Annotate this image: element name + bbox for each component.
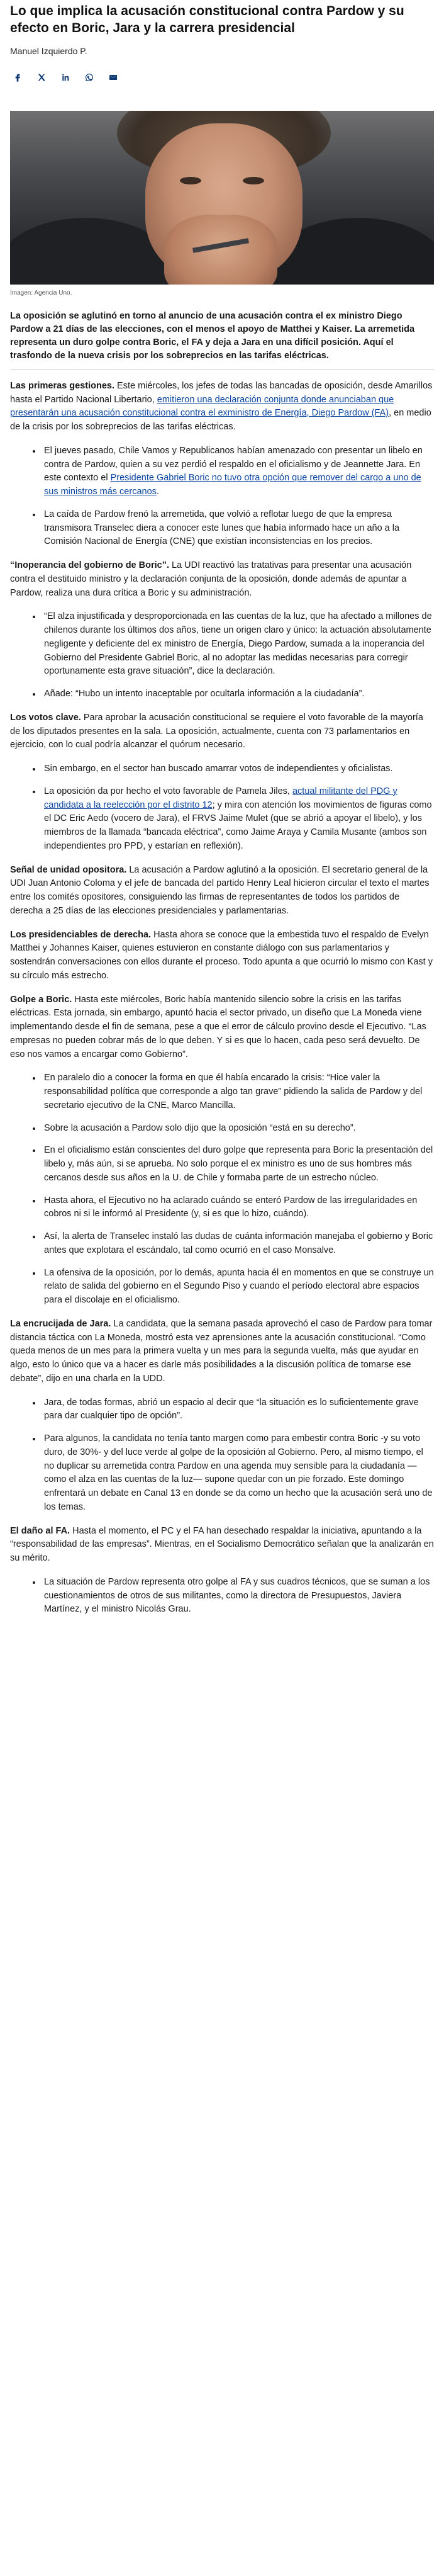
facebook-icon[interactable] bbox=[10, 70, 25, 85]
image-caption: Imagen: Agencia Uno. bbox=[10, 290, 72, 297]
list-item: La oposición da por hecho el voto favorable de Pamela Jiles, actual militante del PDG y candidata a la reelección por el distrito 12; y mira con atención los movimientos de figuras como el DC Eric Aedo (vocero de Jara), el FRVS Jaime Mulet (que se abrió a apoyar el libelo), y los miembros de la llamada “bancada eléctrica”, como Jaime Araya y Camila Musante (ambos son independientes pro PPD, y estarían en reflexión). bbox=[33, 785, 434, 854]
section-encrucijada-jara: La encrucijada de Jara. La candidata, que la semana pasada aprovechó el caso de Pardow para tomar distancia táctica con La Moneda, mostró esta vez aprensiones ante la acusación constitucional. “Como queda menos de un mes para la primera vuelta y un mes para la segunda vuelta, más que ayudar en algo, esto lo único que va a hacer es darle más posibilidades a la discusión política de tomarse ese debate”, dijo en una charla en la UDD. bbox=[10, 1318, 433, 1384]
declaration-link[interactable]: emitieron una declaración conjunta donde anunciaban que presentarán una acusación constitucional contra el exministro de Energía, Diego Pardow (FA) bbox=[10, 394, 394, 419]
linkedin-icon[interactable] bbox=[58, 70, 73, 85]
lead-divider bbox=[10, 369, 434, 370]
list-item: Para algunos, la candidata no tenía tanto margen como para embestir contra Boric -y su voto duro, de 30%- y del luce verde al golpe de la oposición al Gobierno. Pero, al mismo tiempo, el no duplicar su arremetida contra Pardow en una agenda muy sensible para la ciudadanía —como el alza en las cuentas de la luz— supone quedar con un pie forzado. Este domingo enfrentará un debate en Canal 13 en donde se da como un hecho que la acusación será uno de los temas. bbox=[33, 1432, 434, 1515]
section-heading: Los presidenciables de derecha. bbox=[10, 929, 152, 940]
list-item: Sin embargo, en el sector han buscado amarrar votos de independientes y oficialistas. bbox=[33, 762, 434, 776]
section-votos-clave: Los votos clave. Para aprobar la acusación constitucional se requiere el voto favorable de la mayoría de los diputados presentes en la sala. La oposición, actualmente, cuenta con 73 parlamentarios en ejercicio, con lo cual podría alcanzar el quórum necesario. bbox=[10, 712, 423, 750]
section-heading: Los votos clave. bbox=[10, 712, 81, 723]
list-item: La ofensiva de la oposición, por lo demás, apunta hacia él en momentos en que se construye un relato de salida del gobierno en el Segundo Piso y cuando el período electoral abre espacios para el discolaje en el oficialismo. bbox=[33, 1267, 434, 1308]
list-item: Hasta ahora, el Ejecutivo no ha aclarado cuándo se enteró Pardow de las irregularidades en cobros ni si le informó al Presidente (y, si es que lo hizo, cuándo). bbox=[33, 1194, 434, 1222]
section-unidad-opositora: Señal de unidad opositora. La acusación a Pardow aglutinó a la oposición. El secretario general de la UDI Juan Antonio Coloma y el jefe de bancada del partido Henry Leal hicieron circular el texto el martes entre los comités opositores, consiguiendo las firmas de representantes de todos los partidos de derecha a 25 días de las elecciones presidenciales y parlamentarias. bbox=[10, 864, 430, 916]
boric-removal-link[interactable]: Presidente Gabriel Boric no tuvo otra opción que remover del cargo a uno de sus ministros más cercanos bbox=[44, 473, 421, 497]
section-votos-clave-bullets bbox=[10, 762, 434, 854]
section-dano-fa: El daño al FA. Hasta el momento, el PC y el FA han desechado respaldar la iniciativa, apuntando a la “responsabilidad de las empresas”. Mientras, en el Socialismo Democrático señalan que la analizarán en su mérito. bbox=[10, 1525, 434, 1564]
jiles-link[interactable]: actual militante del PDG y candidata a la reelección por el distrito 12 bbox=[44, 786, 397, 810]
section-heading: La encrucijada de Jara. bbox=[10, 1318, 111, 1329]
list-item: Sobre la acusación a Pardow solo dijo que la oposición “está en su derecho”. bbox=[33, 1122, 434, 1136]
section-golpe-boric-bullets bbox=[10, 1071, 434, 1308]
section-encrucijada-jara-bullets bbox=[10, 1396, 434, 1515]
x-icon[interactable] bbox=[34, 70, 49, 85]
section-golpe-boric: Golpe a Boric. Hasta este miércoles, Boric había mantenido silencio sobre la crisis en las tarifas eléctricas. Esta jornada, sin embargo, apuntó hacia el sector privado, un diseño que La Moneda viene implementando desde el fin de semana, pese a que el error de cálculo provino desde el Ejecutivo. “Las empresas no pueden cobrar más de lo que deben. Y si es que lo hacen, cada peso será devuelto. De eso nos vamos a encargar como Gobierno”. bbox=[10, 994, 426, 1059]
photo-hand bbox=[164, 215, 277, 285]
section-primeras-gestiones: Las primeras gestiones. Este miércoles, los jefes de todas las bancadas de oposición, desde Amarillos hasta el Partido Nacional Libertario, emitieron una declaración conjunta donde anunciaban que presentarán una acusación constitucional contra el exministro de Energía, Diego Pardow (FA), en medio de la crisis por los sobreprecios de las tarifas eléctricas. bbox=[10, 380, 433, 432]
section-primeras-gestiones-bullets bbox=[10, 444, 434, 549]
section-heading: Las primeras gestiones. bbox=[10, 380, 115, 391]
section-inoperancia: “Inoperancia del gobierno de Boric”. La UDI reactivó las tratativas para presentar una acusación contra el destituido ministro y la declaración conjunta de la oposición, donde además de apuntar a Pardow, realiza una dura crítica a Boric y su administración. bbox=[10, 560, 412, 598]
author-name: Manuel Izquierdo P. bbox=[10, 45, 87, 56]
list-item: La situación de Pardow representa otro golpe al FA y sus cuadros técnicos, que se suman a los cuestionamientos de otros de sus militantes, como la directora de Presupuestos, Javiera Martínez, y el ministro Nicolás Grau. bbox=[33, 1576, 434, 1617]
list-item: “El alza injustificada y desproporcionada en las cuentas de la luz, que ha afectado a millones de chilenos durante los últimos dos años, tiene un origen claro y único: la actuación absolutamente negligente y deficiente del ex ministro de Energía, Diego Pardow, sumada a la inoperancia del Gobierno del Presidente Gabriel Boric, al no adoptar las medidas necesarias para corregir oportunamente esta grave situación”, dice la declaración. bbox=[33, 610, 434, 679]
list-item: Añade: “Hubo un intento inaceptable por ocultarla información a la ciudadanía”. bbox=[33, 687, 434, 701]
article-title: Lo que implica la acusación constitucional contra Pardow y su efecto en Boric, Jara y la carrera presidencial bbox=[10, 4, 404, 36]
section-inoperancia-bullets bbox=[10, 610, 434, 701]
share-bar bbox=[10, 69, 434, 86]
section-heading: Golpe a Boric. bbox=[10, 994, 72, 1005]
list-item: El jueves pasado, Chile Vamos y Republicanos habían amenazado con presentar un libelo en contra de Pardow, quien a su vez perdió el respaldo en el oficialismo y de Jeannette Jara. En este contexto el Presidente Gabriel Boric no tuvo otra opción que remover del cargo a uno de sus ministros más cercanos. bbox=[33, 444, 434, 499]
article-lead: La oposición se aglutinó en torno al anuncio de una acusación contra el ex ministro Diego Pardow a 21 días de las elecciones, con el menos el apoyo de Matthei y Kaiser. La arremetida representa un duro golpe contra Boric, el FA y deja a Jara en una difícil posición. Aquí el trasfondo de la nueva crisis por los sobreprecios en las tarifas eléctricas. bbox=[10, 310, 415, 361]
list-item: Jara, de todas formas, abrió un espacio al decir que “la situación es lo suficientemente grave para dar cualquier tipo de opción”. bbox=[33, 1396, 434, 1424]
list-item: La caída de Pardow frenó la arremetida, que volvió a reflotar luego de que la empresa transmisora Transelec diera a conocer este lunes que había informado hace un año a la Comisión Nacional de Energía (CNE) que existían inconsistencias en los precios. bbox=[33, 508, 434, 549]
section-dano-fa-bullets bbox=[10, 1576, 434, 1617]
whatsapp-icon[interactable] bbox=[82, 70, 97, 85]
list-item: Así, la alerta de Transelec instaló las dudas de cuánta información manejaba el gobierno y Boric antes que explotara el escándalo, tal como ocurrió en el caso Monsalve. bbox=[33, 1230, 434, 1258]
section-heading: “Inoperancia del gobierno de Boric”. bbox=[10, 560, 169, 571]
section-heading: El daño al FA. bbox=[10, 1525, 70, 1536]
section-heading: Señal de unidad opositora. bbox=[10, 864, 127, 875]
hero-photo bbox=[10, 111, 434, 285]
section-presidenciables: Los presidenciables de derecha. Hasta ahora se conoce que la embestida tuvo el respaldo de Evelyn Matthei y Johannes Kaiser, quienes estuvieron en constante diálogo con sus parlamentarios y sostendrán conversaciones con ellos durante el proceso. Todo apunta a que ocurrió lo mismo con Kast y su círculo más estrecho. bbox=[10, 929, 433, 981]
list-item: En paralelo dio a conocer la forma en que él había encarado la crisis: “Hice valer la responsabilidad política que corresponde a algo tan grave” pidiendo la salida de Pardow y del secretario ejecutivo de la CNE, Marco Mancilla. bbox=[33, 1071, 434, 1112]
email-icon[interactable] bbox=[106, 70, 121, 85]
list-item: En el oficialismo están conscientes del duro golpe que representa para Boric la presentación del libelo y, más aún, si se aprueba. No solo porque el ex ministro es uno de sus hombres más cercanos desde sus años en la U. de Chile y formaba parte de un estrecho núcleo. bbox=[33, 1144, 434, 1185]
